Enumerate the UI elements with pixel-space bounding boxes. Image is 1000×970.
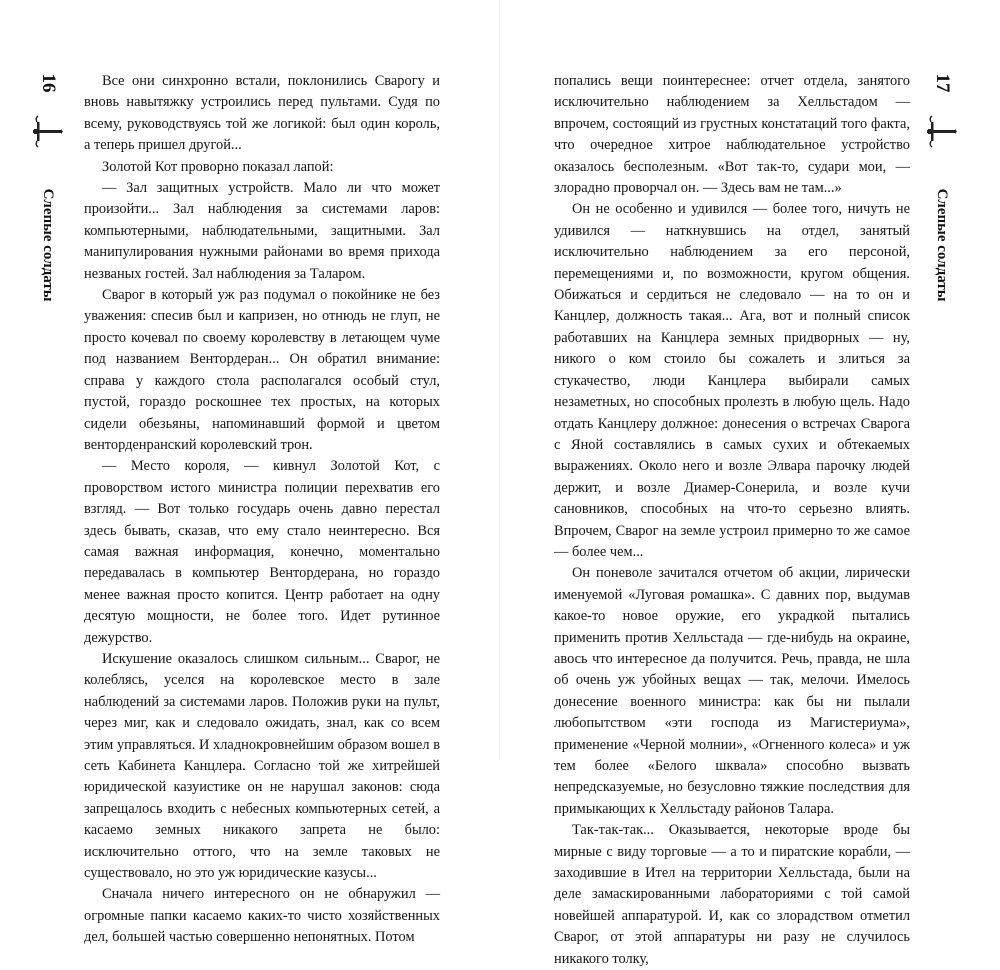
left-page	[0, 0, 500, 946]
paragraph: — Место короля, — кивнул Золотой Кот, с проворством истого министра полиции перехватив его взгляд. — Вот только государь очень давно перестал здесь бывать, сказав, что ему стало неинтересно. Вся самая важная информация, конечно, моментально передавалась в компьютер Вентордерана, но гораздо менее важная просто копится. Центр работает на одну десятую мощности, не более того. Идет рутинное дежурство.	[84, 458, 440, 646]
paragraph: Искушение оказалось слишком сильным... Сварог, не колеблясь, уселся на королевское место в зале наблюдений за системами ларов. Положив руки на пульт, через миг, как и следовало ожидать, знал, как со всем этим управляться. И хладнокровнейшим образом вошел в сеть Кабинета Канцлера. Согласно той же хитрейшей юридической казуистике он не нарушал законов: сюда запрещалось входить с небесных компьютерных сетей, а касаемо земных никакого запрета не было: исключительно оттого, что на земле таковых не существовало, но это уж юридические казусы...	[84, 650, 440, 882]
paragraph: Сначала ничего интересного он не обнаружил — огромные папки касаемо каких-то чисто хозяйственных дел, большей частью совершенно непонятных. Потом	[84, 886, 440, 946]
paragraph: Он поневоле зачитался отчетом об акции, лирически именуемой «Луговая ромашка». С давних пор, выдумав какое-то новое оружие, его украдкой пытались применить против Хелльстада — где-нибудь на окраине, авось что интересное да получится. Речь, правда, не шла об очень уж убойных вещах — так, мелочи. Имелось донесение военного министра: как бы ни пылали любопытством «эти господа из Магистериума», применение «Черной молнии», «Огненного колеса» и уж тем более «Белого шквала» способно вызвать непредсказуемые, но безусловно тяжкие последствия для примыкающих к Хелльстаду районов Талара.	[554, 565, 910, 817]
paragraph: Все они синхронно встали, поклонились Сварогу и вновь навытяжку устроились перед пультами. Судя по всему, руководствуясь той же логикой: был один король, а теперь пришел другой...	[84, 73, 440, 154]
right-page-margin-header	[924, 58, 960, 318]
left-page-margin-header	[30, 58, 66, 318]
paragraph: Так-так-так... Оказывается, некоторые вроде бы мирные с виду торговые — а то и пиратские корабли, — заходившие в Ител на территории Хелльстада, были на деле замаскированными лабораториями с той самой новейшей аппаратурой. И, как со злорадством отметил Сварог, от этой аппаратуры ни разу не случилось никакого толку,	[554, 822, 910, 967]
paragraph: Он не особенно и удивился — более того, ничуть не удивился — наткнувшись на отдел, занятый исключительно наблюдением за его персоной, перемещениями и, по возможности, кругом общения. Обижаться и сердиться не следовало — на то он и Канцлер, должность такая... Ага, вот и полный список работавших на Канцлера земных придворных — ну, никого о ком стоило бы сожалеть и злиться за стукачество, люди Канцлера выбирали самых незаметных, но способных пролезть в любую щель. Надо отдать Канцлеру должное: донесения о встречах Сварога с Яной составлялись в самых сухих и обтекаемых выражениях. Около него и возле Элвара парочку людей держит, и возле Диамер-Сонерила, и возле кучи сановников, способных на что-то серьезно влиять. Впрочем, Сварог на земле устроил примерно то же самое — более чем...	[554, 201, 910, 560]
paragraph: Золотой Кот проворно показал лапой:	[102, 158, 334, 175]
paragraph: — Зал защитных устройств. Мало ли что может произойти... Зал наблюдения за системами ларов: компьютерными, наблюдательными, защитными. Зал манипулирования нужными районами во время прихода незваных гостей. Зал наблюдения за Таларом.	[84, 180, 440, 282]
page-number: 16	[38, 73, 59, 93]
running-title: Слепые солдаты	[934, 188, 950, 302]
page-number: 17	[932, 73, 953, 93]
right-page	[500, 0, 1000, 967]
left-page-text	[84, 71, 440, 949]
running-title: Слепые солдаты	[40, 188, 56, 302]
paragraph: попались вещи поинтереснее: отчет отдела, занятого исключительно наблюдением за Хелльстадом — впрочем, состоящий из грустных констатаций того факта, что очередное хитрое наблюдательное устройство оказалось бесполезным. «Вот так-то, судари мои, — злорадно проворчал он. — Здесь вам не там...»	[554, 73, 910, 197]
sword-ornament-icon	[927, 108, 957, 156]
sword-ornament-icon	[33, 108, 63, 156]
right-page-text	[554, 71, 910, 970]
paragraph: Сварог в который уж раз подумал о покойнике не без уважения: спесив был и капризен, но отнюдь не глуп, не просто кочевал по своему королевству в летающем чуме под названием Вентордеран... Он обратил внимание: справа у каждого стола располагался особый стул, пустой, гораздо роскошнее тех простых, на которых сидели обезьяны, напоминавший формой и цветом венторденранский королевский трон.	[84, 287, 440, 453]
